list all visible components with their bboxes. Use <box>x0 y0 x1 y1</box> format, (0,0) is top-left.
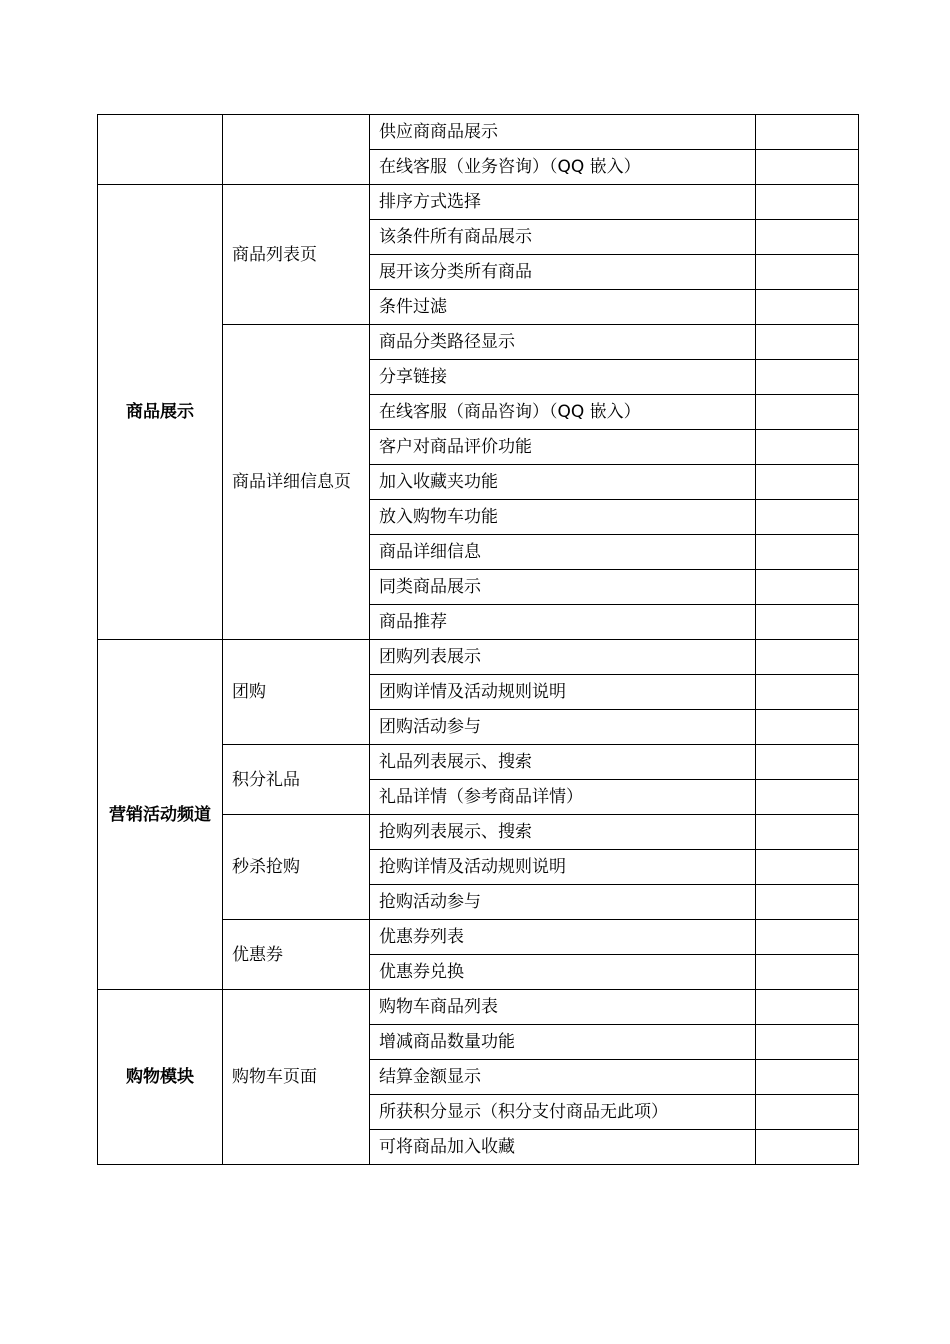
feature-cell: 条件过滤 <box>370 290 756 325</box>
blank-cell <box>756 920 859 955</box>
feature-cell: 排序方式选择 <box>370 185 756 220</box>
feature-spec-table <box>97 114 859 1165</box>
page-cell: 购物车页面 <box>223 990 370 1165</box>
blank-cell <box>756 500 859 535</box>
feature-cell: 结算金额显示 <box>370 1060 756 1095</box>
page-cell: 商品列表页 <box>223 185 370 325</box>
blank-cell <box>756 430 859 465</box>
blank-cell <box>756 675 859 710</box>
feature-cell: 团购详情及活动规则说明 <box>370 675 756 710</box>
feature-cell: 购物车商品列表 <box>370 990 756 1025</box>
feature-cell: 放入购物车功能 <box>370 500 756 535</box>
blank-cell <box>756 850 859 885</box>
feature-cell: 礼品列表展示、搜索 <box>370 745 756 780</box>
module-cell: 营销活动频道 <box>98 640 223 990</box>
blank-cell <box>756 885 859 920</box>
blank-cell <box>756 1060 859 1095</box>
feature-cell: 抢购详情及活动规则说明 <box>370 850 756 885</box>
feature-cell: 商品推荐 <box>370 605 756 640</box>
feature-cell: 抢购活动参与 <box>370 885 756 920</box>
feature-cell: 供应商商品展示 <box>370 115 756 150</box>
blank-cell <box>756 185 859 220</box>
feature-cell: 加入收藏夹功能 <box>370 465 756 500</box>
blank-cell <box>756 605 859 640</box>
feature-cell: 优惠券列表 <box>370 920 756 955</box>
feature-cell: 客户对商品评价功能 <box>370 430 756 465</box>
module-cell: 购物模块 <box>98 990 223 1165</box>
module-cell <box>98 115 223 185</box>
feature-cell: 增减商品数量功能 <box>370 1025 756 1060</box>
blank-cell <box>756 360 859 395</box>
blank-cell <box>756 745 859 780</box>
table-row <box>98 185 859 220</box>
feature-cell: 在线客服（业务咨询）（QQ 嵌入） <box>370 150 756 185</box>
blank-cell <box>756 465 859 500</box>
feature-cell: 该条件所有商品展示 <box>370 220 756 255</box>
page-cell: 优惠券 <box>223 920 370 990</box>
blank-cell <box>756 290 859 325</box>
table-row <box>98 115 859 150</box>
blank-cell <box>756 710 859 745</box>
feature-cell: 展开该分类所有商品 <box>370 255 756 290</box>
blank-cell <box>756 570 859 605</box>
blank-cell <box>756 325 859 360</box>
blank-cell <box>756 780 859 815</box>
page-cell: 商品详细信息页 <box>223 325 370 640</box>
blank-cell <box>756 115 859 150</box>
module-cell: 商品展示 <box>98 185 223 640</box>
feature-cell: 分享链接 <box>370 360 756 395</box>
page-cell: 秒杀抢购 <box>223 815 370 920</box>
blank-cell <box>756 535 859 570</box>
blank-cell <box>756 150 859 185</box>
blank-cell <box>756 955 859 990</box>
feature-cell: 在线客服（商品咨询）（QQ 嵌入） <box>370 395 756 430</box>
blank-cell <box>756 990 859 1025</box>
blank-cell <box>756 255 859 290</box>
feature-spec-table-body <box>98 115 859 1165</box>
blank-cell <box>756 220 859 255</box>
feature-cell: 商品详细信息 <box>370 535 756 570</box>
blank-cell <box>756 395 859 430</box>
feature-cell: 所获积分显示（积分支付商品无此项） <box>370 1095 756 1130</box>
feature-cell: 商品分类路径显示 <box>370 325 756 360</box>
feature-cell: 团购列表展示 <box>370 640 756 675</box>
feature-cell: 同类商品展示 <box>370 570 756 605</box>
feature-cell: 可将商品加入收藏 <box>370 1130 756 1165</box>
feature-cell: 礼品详情（参考商品详情） <box>370 780 756 815</box>
blank-cell <box>756 640 859 675</box>
page-cell <box>223 115 370 185</box>
blank-cell <box>756 1095 859 1130</box>
page-cell: 团购 <box>223 640 370 745</box>
blank-cell <box>756 815 859 850</box>
feature-cell: 抢购列表展示、搜索 <box>370 815 756 850</box>
blank-cell <box>756 1025 859 1060</box>
page-cell: 积分礼品 <box>223 745 370 815</box>
table-row <box>98 990 859 1025</box>
blank-cell <box>756 1130 859 1165</box>
feature-cell: 优惠券兑换 <box>370 955 756 990</box>
feature-cell: 团购活动参与 <box>370 710 756 745</box>
table-row <box>98 640 859 675</box>
